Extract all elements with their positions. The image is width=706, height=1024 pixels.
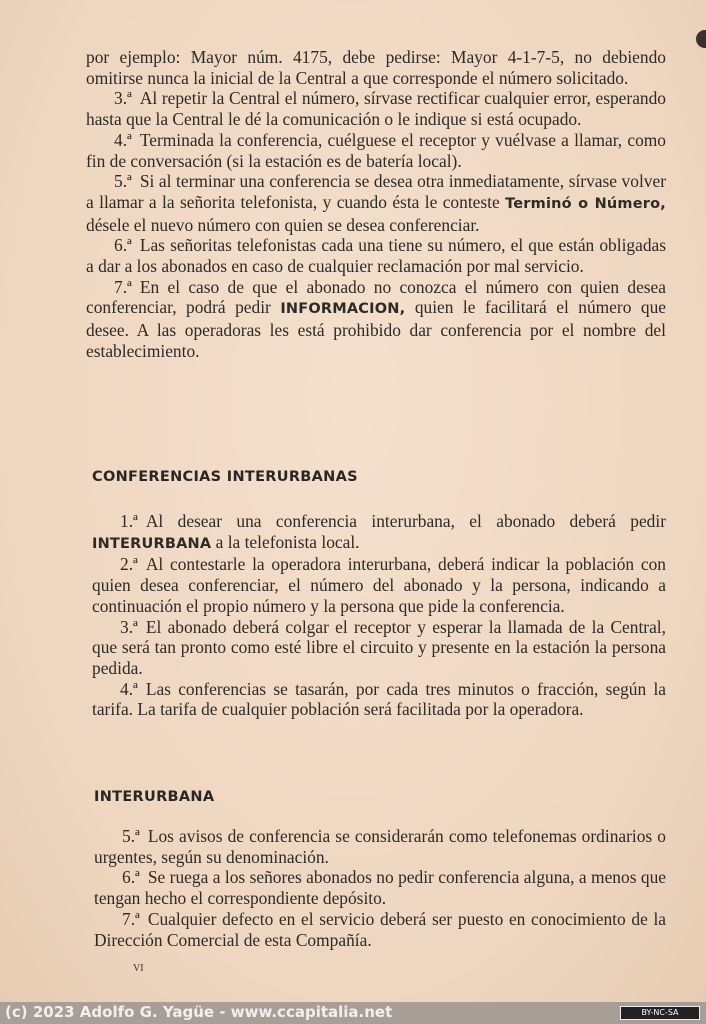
item-number: 3.ª bbox=[114, 88, 132, 109]
item-b3 bbox=[92, 617, 666, 679]
item-text: Se ruega a los señores abonados no pedir conferencia alguna, a menos que tengan hecho el correspondiente depósito. bbox=[94, 867, 666, 909]
item-text: Cualquier defecto en el servicio deberá ser puesto en conocimiento de la Dirección Comercial de esta Compañía. bbox=[94, 908, 666, 950]
item-text: quien le facilitará el número que desee. A las operadoras les está prohibido dar conferencia por el nombre del establecimiento. bbox=[86, 297, 666, 361]
item-a6 bbox=[86, 235, 666, 276]
item-text: Al contestarle la operadora interurbana, deberá indicar la población con quien desea conferenciar, el número del abonado y la persona, indicando a continuación el propio número y la persona que pide la conferencia. bbox=[92, 554, 666, 616]
continued-paragraph: por ejemplo: Mayor núm. 4175, debe pedirse: Mayor 4-1-7-5, no debiendo omitirse nunca la inicial de la Central a que corresponde el número solicitado. bbox=[86, 47, 666, 88]
item-text: Las señoritas telefonistas cada una tiene su número, el que están obligadas a dar a los abonados en caso de cualquier reclamación por mal servicio. bbox=[86, 235, 666, 277]
item-text: Al repetir la Central el número, sírvase rectificar cualquier error, esperando hasta que la Central le dé la comunicación o le indique si está ocupado. bbox=[86, 88, 666, 130]
item-text: Al desear una conferencia interurbana, el abonado deberá pedir bbox=[145, 511, 666, 531]
item-a5 bbox=[86, 171, 666, 235]
item-b1 bbox=[92, 511, 666, 554]
copyright-credit: (c) 2023 Adolfo G. Yagüe - www.ccapitalia.net bbox=[5, 1003, 393, 1021]
item-number: 7.ª bbox=[114, 276, 132, 297]
item-number: 4.ª bbox=[120, 678, 138, 699]
item-number: 3.ª bbox=[120, 616, 138, 637]
item-number: 7.ª bbox=[122, 908, 140, 929]
watermark-bar bbox=[0, 1002, 706, 1024]
bold-phrase: Terminó o Número, bbox=[505, 195, 666, 212]
item-a4 bbox=[86, 130, 666, 171]
item-number: 6.ª bbox=[122, 867, 140, 888]
section-heading: CONFERENCIAS INTERURBANAS bbox=[92, 469, 358, 485]
item-number: 1.ª bbox=[120, 511, 138, 531]
item-number: 6.ª bbox=[114, 235, 132, 256]
section-b-text bbox=[92, 511, 666, 720]
item-text: El abonado deberá colgar el receptor y esperar la llamada de la Central, que será tan pronto como esté libre el circuito y presente en la estación la persona pedida. bbox=[92, 616, 666, 678]
item-text: En el caso de que el abonado no conozca el número con quien desea conferenciar, podrá pedir bbox=[86, 276, 666, 318]
item-text: Las conferencias se tasarán, por cada tres minutos o fracción, según la tarifa. La tarifa de cualquier población será facilitada por la operadora. bbox=[92, 678, 666, 720]
item-text: désele el nuevo número con quien se desea conferenciar. bbox=[86, 214, 480, 235]
item-text: a la telefonista local. bbox=[215, 531, 360, 552]
item-a3 bbox=[86, 88, 666, 129]
license-label: BY-NC-SA bbox=[641, 1008, 679, 1017]
section-a-text bbox=[86, 47, 666, 362]
item-text: Si al terminar una conferencia se desea otra inmediatamente, sírvase volver a llamar a la señorita telefonista, y cuando ésta le conteste bbox=[86, 171, 666, 212]
item-number: 5.ª bbox=[114, 171, 132, 192]
item-number: 4.ª bbox=[114, 129, 132, 150]
item-text: Los avisos de conferencia se considerarán como telefonemas ordinarios o urgentes, según su denominación. bbox=[94, 826, 666, 867]
item-a7 bbox=[86, 277, 666, 362]
item-c5 bbox=[94, 826, 666, 867]
page-number: VI bbox=[133, 963, 144, 974]
item-b2 bbox=[92, 554, 666, 616]
item-b4 bbox=[92, 679, 666, 720]
item-c7 bbox=[94, 909, 666, 950]
binding-hole-mark bbox=[696, 30, 706, 48]
item-number: 5.ª bbox=[122, 826, 140, 846]
section-heading: INTERURBANA bbox=[94, 789, 215, 805]
section-c-text bbox=[94, 826, 666, 950]
item-text: Terminada la conferencia, cuélguese el receptor y vuélvase a llamar, como fin de conversación (si la estación es de batería local). bbox=[86, 129, 666, 171]
item-number: 2.ª bbox=[120, 554, 138, 575]
bold-phrase: INFORMACION, bbox=[280, 301, 406, 318]
bold-phrase: INTERURBANA bbox=[92, 535, 212, 552]
creative-commons-badge[interactable] bbox=[620, 1006, 700, 1020]
item-c6 bbox=[94, 867, 666, 908]
